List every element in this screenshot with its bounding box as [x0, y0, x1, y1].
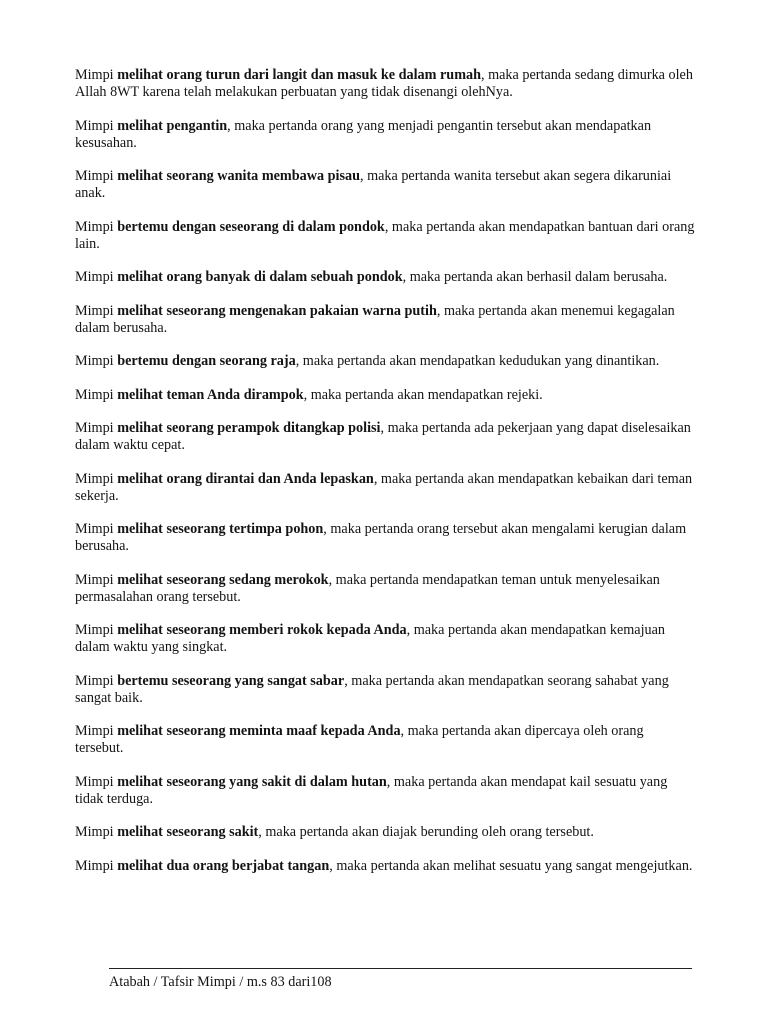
- entry-paragraph: [75, 622, 695, 656]
- entry-bold-phrase: melihat seseorang mengenakan pakaian warna putih: [117, 302, 437, 319]
- entry-prefix: Mimpi: [75, 824, 118, 840]
- entry-bold-phrase: melihat seseorang meminta maaf kepada Anda: [117, 723, 401, 739]
- entry-paragraph: [75, 67, 695, 101]
- entry-paragraph: [75, 269, 695, 286]
- entry-prefix: Mimpi: [75, 218, 118, 235]
- entry-bold-phrase: melihat orang dirantai dan Anda lepaskan: [117, 470, 374, 487]
- entry-paragraph: [75, 471, 695, 505]
- entry-meaning: , maka pertanda akan dipercaya oleh orang tersebut.: [75, 723, 644, 756]
- entry-bold-phrase: bertemu dengan seseorang di dalam pondok: [117, 218, 385, 235]
- entry-meaning: , maka pertanda akan mendapatkan kemajuan dalam waktu yang singkat.: [75, 622, 666, 655]
- entry-bold-phrase: bertemu dengan seorang raja: [117, 353, 296, 369]
- entry-meaning: , maka pertanda akan mendapatkan kedudukan yang dinantikan.: [295, 353, 660, 369]
- entry-paragraph: [75, 572, 695, 606]
- page-footer: Atabah / Tafsir Mimpi / m.s 83 dari108: [109, 974, 332, 990]
- entry-bold-phrase: melihat seseorang memberi rokok kepada Anda: [117, 622, 407, 638]
- entry-meaning: , maka pertanda wanita tersebut akan segera dikaruniai anak.: [75, 168, 672, 201]
- entry-prefix: Mimpi: [75, 857, 118, 874]
- entry-paragraph: [75, 168, 695, 202]
- entry-meaning: , maka pertanda sedang dimurka oleh Allah 8WT karena telah melakukan perbuatan yang tidak disenangi olehNya.: [75, 67, 693, 100]
- entry-prefix: Mimpi: [75, 168, 118, 184]
- entry-paragraph: [75, 219, 695, 253]
- entry-bold-phrase: melihat seseorang yang sakit di dalam hutan: [117, 773, 387, 790]
- entry-paragraph: [75, 774, 695, 808]
- entry-bold-phrase: melihat teman Anda dirampok: [117, 386, 304, 403]
- entry-meaning: , maka pertanda akan mendapatkan kebaikan dari teman sekerja.: [75, 470, 693, 504]
- entry-paragraph: [75, 303, 695, 337]
- entry-meaning: , maka pertanda mendapatkan teman untuk menyelesaikan permasalahan orang tersebut.: [75, 571, 660, 605]
- entry-prefix: Mimpi: [75, 571, 118, 588]
- entry-paragraph: [75, 673, 695, 707]
- entry-bold-phrase: melihat seseorang sedang merokok: [117, 571, 329, 588]
- entry-paragraph: [75, 420, 695, 454]
- entry-meaning: , maka pertanda akan melihat sesuatu yang sangat mengejutkan.: [329, 857, 693, 874]
- entry-meaning: , maka pertanda akan menemui kegagalan dalam berusaha.: [75, 302, 675, 336]
- entry-prefix: Mimpi: [75, 470, 118, 487]
- entry-meaning: , maka pertanda ada pekerjaan yang dapat diselesaikan dalam waktu cepat.: [75, 420, 691, 453]
- entry-paragraph: [75, 387, 695, 404]
- entry-bold-phrase: melihat dua orang berjabat tangan: [117, 857, 330, 874]
- entry-paragraph: [75, 521, 695, 555]
- entry-prefix: Mimpi: [75, 67, 118, 83]
- entry-paragraph: [75, 723, 695, 757]
- entry-meaning: , maka pertanda orang yang menjadi pengantin tersebut akan mendapatkan kesusahan.: [75, 117, 652, 151]
- entry-bold-phrase: melihat orang banyak di dalam sebuah pondok: [117, 269, 403, 285]
- entry-prefix: Mimpi: [75, 773, 118, 790]
- entry-meaning: , maka pertanda akan berhasil dalam berusaha.: [402, 269, 668, 285]
- entry-bold-phrase: bertemu seseorang yang sangat sabar: [117, 672, 345, 689]
- entry-bold-phrase: melihat orang turun dari langit dan masuk ke dalam rumah: [117, 67, 481, 83]
- entry-meaning: , maka pertanda akan mendapat kail sesuatu yang tidak terduga.: [75, 773, 668, 807]
- entry-paragraph: [75, 858, 695, 875]
- entry-prefix: Mimpi: [75, 622, 118, 638]
- entry-prefix: Mimpi: [75, 386, 118, 403]
- entry-prefix: Mimpi: [75, 723, 118, 739]
- entry-prefix: Mimpi: [75, 672, 118, 689]
- entry-prefix: Mimpi: [75, 302, 118, 319]
- entry-meaning: , maka pertanda akan mendapatkan bantuan dari orang lain.: [75, 218, 695, 252]
- entry-bold-phrase: melihat seorang perampok ditangkap polisi: [117, 420, 381, 436]
- entry-meaning: , maka pertanda akan mendapatkan rejeki.: [303, 386, 543, 403]
- entry-paragraph: [75, 824, 695, 841]
- entry-prefix: Mimpi: [75, 353, 118, 369]
- entry-paragraph: [75, 353, 695, 370]
- entry-bold-phrase: melihat pengantin: [117, 117, 228, 134]
- entry-bold-phrase: melihat seseorang tertimpa pohon: [117, 521, 324, 537]
- entry-list: [75, 67, 695, 891]
- entry-meaning: , maka pertanda orang tersebut akan mengalami kerugian dalam berusaha.: [75, 521, 687, 554]
- entry-prefix: Mimpi: [75, 521, 118, 537]
- entry-prefix: Mimpi: [75, 420, 118, 436]
- entry-prefix: Mimpi: [75, 117, 118, 134]
- entry-prefix: Mimpi: [75, 269, 118, 285]
- entry-meaning: , maka pertanda akan diajak berunding oleh orang tersebut.: [258, 824, 594, 840]
- entry-meaning: , maka pertanda akan mendapatkan seorang sahabat yang sangat baik.: [75, 672, 669, 706]
- footer-divider: [109, 968, 692, 969]
- entry-bold-phrase: melihat seseorang sakit: [117, 824, 259, 840]
- entry-paragraph: [75, 118, 695, 152]
- entry-bold-phrase: melihat seorang wanita membawa pisau: [117, 168, 360, 184]
